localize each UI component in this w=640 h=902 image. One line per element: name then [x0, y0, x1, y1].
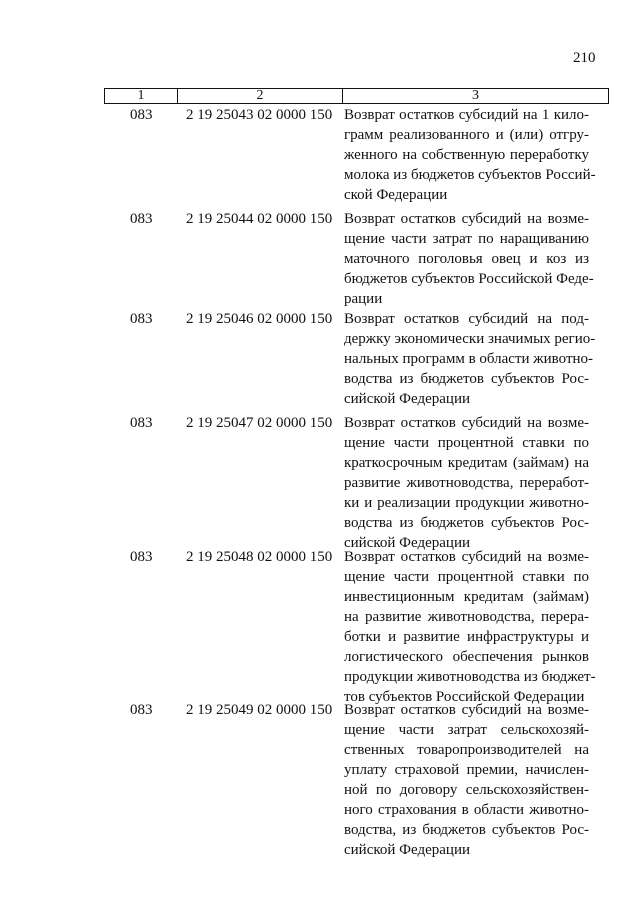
header-col-1: 1: [105, 89, 178, 103]
description-line: инвестиционным кредитам (займам): [344, 589, 589, 605]
description-line: сийской Федерации: [344, 535, 471, 551]
admin-code: 083: [130, 549, 153, 565]
description-line: щение части затрат сельскохозяй-: [344, 722, 589, 738]
description-line: женного на собственную переработку: [344, 147, 589, 163]
table-header-row: [104, 88, 609, 104]
income-description: [344, 547, 596, 707]
description-line: маточного поголовья овец и коз из: [344, 251, 589, 267]
budget-classification-code: 2 19 25047 02 0000 150: [186, 415, 333, 431]
description-line: щение части процентной ставки по: [344, 569, 589, 585]
income-description: [344, 309, 596, 409]
admin-code: 083: [130, 702, 153, 718]
description-line: Возврат остатков субсидий на 1 кило-: [344, 107, 589, 123]
description-line: молока из бюджетов субъектов Россий-: [344, 167, 596, 183]
description-line: ки и реализации продукции животно-: [344, 495, 589, 511]
budget-classification-code: 2 19 25046 02 0000 150: [186, 311, 333, 327]
description-line: ной по договору сельскохозяйствен-: [344, 782, 589, 798]
description-line: ботки и развитие инфраструктуры и: [344, 629, 589, 645]
budget-classification-code: 2 19 25049 02 0000 150: [186, 702, 333, 718]
description-line: сийской Федерации: [344, 391, 471, 407]
header-col-2: 2: [178, 89, 343, 103]
description-line: Возврат остатков субсидий на возме-: [344, 415, 589, 431]
description-line: краткосрочным кредитам (займам) на: [344, 455, 589, 471]
description-line: на развитие животноводства, перера-: [344, 609, 589, 625]
description-line: рации: [344, 291, 383, 307]
description-line: сийской Федерации: [344, 842, 471, 858]
description-line: Возврат остатков субсидий на возме-: [344, 702, 589, 718]
description-line: продукции животноводства из бюджет-: [344, 669, 596, 685]
income-description: [344, 105, 596, 205]
description-line: ской Федерации: [344, 187, 448, 203]
description-line: грамм реализованного и (или) отгру-: [344, 127, 589, 143]
description-line: Возврат остатков субсидий на возме-: [344, 549, 589, 565]
description-line: Возврат остатков субсидий на под-: [344, 311, 589, 327]
header-col-3: 3: [472, 88, 479, 103]
admin-code: 083: [130, 211, 153, 227]
description-line: щение части затрат по наращиванию: [344, 231, 589, 247]
budget-classification-code: 2 19 25044 02 0000 150: [186, 211, 333, 227]
budget-classification-code: 2 19 25048 02 0000 150: [186, 549, 333, 565]
description-line: нальных программ в области животно-: [344, 351, 594, 367]
income-description: [344, 413, 589, 553]
description-line: Возврат остатков субсидий на возме-: [344, 211, 589, 227]
description-line: бюджетов субъектов Российской Феде-: [344, 271, 594, 287]
description-line: уплату страховой премии, начислен-: [344, 762, 589, 778]
description-line: ственных товаропроизводителей на: [344, 742, 589, 758]
description-line: щение части процентной ставки по: [344, 435, 589, 451]
income-description: [344, 209, 594, 309]
description-line: тов субъектов Российской Федерации: [344, 689, 585, 705]
description-line: водства из бюджетов субъектов Рос-: [344, 515, 589, 531]
income-description: [344, 700, 589, 860]
budget-classification-code: 2 19 25043 02 0000 150: [186, 107, 333, 123]
description-line: водства из бюджетов субъектов Рос-: [344, 371, 589, 387]
description-line: держку экономически значимых регио-: [344, 331, 596, 347]
admin-code: 083: [130, 107, 153, 123]
admin-code: 083: [130, 311, 153, 327]
description-line: ного страхования в области животно-: [344, 802, 589, 818]
description-line: логистического обеспечения рынков: [344, 649, 589, 665]
page-number: 210: [573, 50, 596, 66]
admin-code: 083: [130, 415, 153, 431]
description-line: развитие животноводства, переработ-: [344, 475, 589, 491]
description-line: водства, из бюджетов субъектов Рос-: [344, 822, 589, 838]
